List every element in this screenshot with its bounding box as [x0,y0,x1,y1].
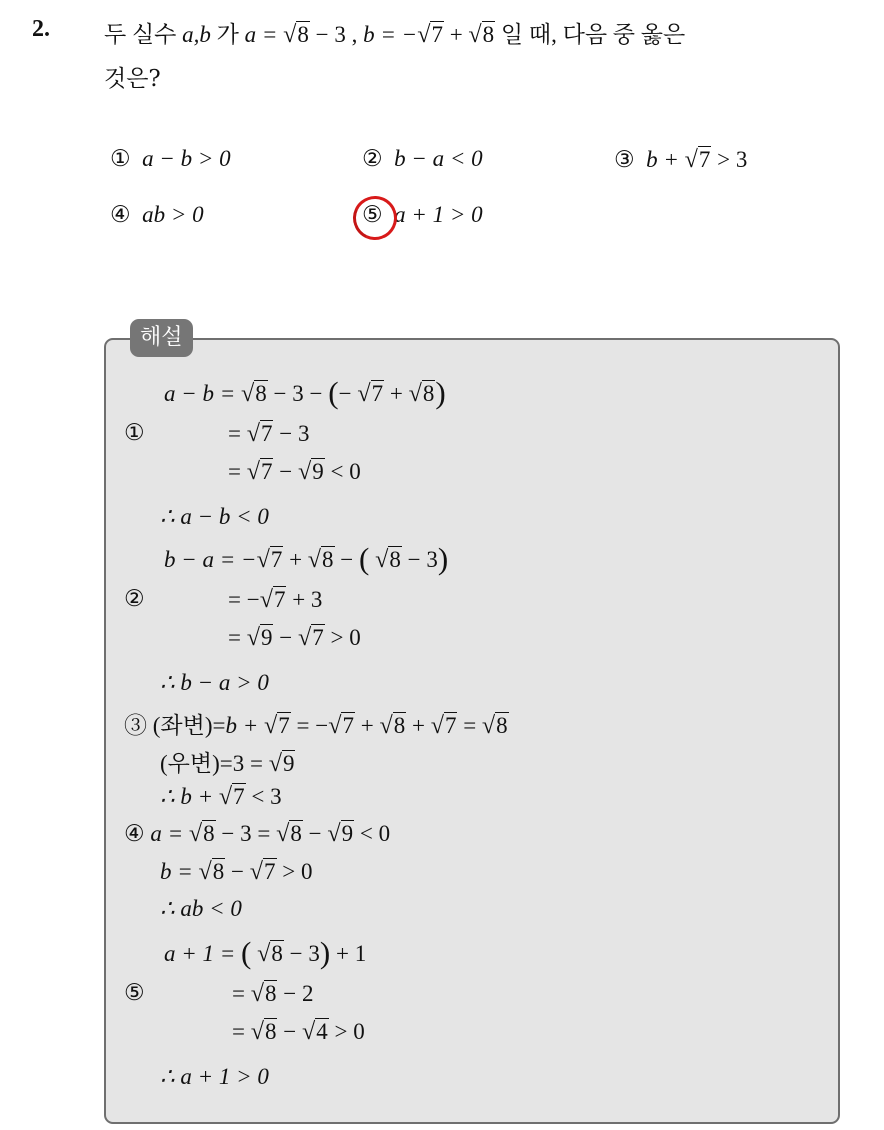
question-text-ga: 가 [216,22,239,47]
plus-sign: + [449,22,463,47]
option-3[interactable] [614,146,747,174]
option-2-expr: b − a < 0 [394,146,483,171]
solution-1-line-1: a − b = √8 − 3 − (− √7 + √8) [164,375,446,410]
solution-3-line-2: (우변)=3 = √9 [160,750,295,777]
option-1[interactable] [110,146,231,172]
answer-circle-mark [347,190,403,246]
sqrt-7: √7 [417,21,443,48]
option-4-expr: ab > 0 [142,202,204,227]
option-5-expr: a + 1 > 0 [394,202,483,227]
solution-2-line-1: b − a = −√7 + √8 − ( √8 − 3) [164,541,449,576]
question-number: 2. [32,16,50,42]
sqrt-8: √8 [283,21,309,48]
option-3-number: ③ [614,147,635,172]
option-4[interactable] [110,202,204,228]
solution-2-conclusion: ∴ b − a > 0 [160,670,269,695]
solution-2-line-3: = √9 − √7 > 0 [228,624,361,651]
a-definition-lhs: a = [244,22,278,47]
option-3-expr-pre: b + [646,147,679,172]
solution-3-line-1: ③ (좌변)=b + √7 = −√7 + √8 + √7 = √8 [124,712,508,739]
solution-1-line-3: = √7 − √9 < 0 [228,458,361,485]
solution-5-line-2: = √8 − 2 [232,980,314,1007]
solution-1-number: ① [124,420,145,445]
question-line-2: 것은? [104,66,161,92]
solution-3-conclusion: ∴ b + √7 < 3 [160,783,282,810]
solution-2-line-2: = −√7 + 3 [228,586,323,613]
option-4-number: ④ [110,202,131,227]
solution-5-line-3: = √8 − √4 > 0 [232,1018,365,1045]
solution-5-line-1: a + 1 = ( √8 − 3) + 1 [164,935,367,970]
solution-4-line-1: ④ a = √8 − 3 = √8 − √9 < 0 [124,820,391,847]
question-text-post: 일 때, 다음 중 옳은 [500,22,686,47]
question-line-1 [104,16,685,49]
solution-1-conclusion: ∴ a − b < 0 [160,504,269,529]
solution-4-line-2: b = √8 − √7 > 0 [160,858,313,885]
solution-2-number: ② [124,586,145,611]
option-3-expr-post: > 3 [717,147,748,172]
solution-label: 해설 [130,319,193,357]
question-vars: a,b [182,22,211,47]
sqrt-7: √7 [684,146,711,173]
solution-5-number: ⑤ [124,980,145,1005]
question-text-pre: 두 실수 [104,22,177,47]
sqrt-8: √8 [468,21,495,48]
solution-4-conclusion: ∴ ab < 0 [160,896,242,921]
solution-5-conclusion: ∴ a + 1 > 0 [160,1064,269,1089]
option-2-number: ② [362,146,383,171]
option-1-number: ① [110,146,131,171]
solution-1-line-2: = √7 − 3 [228,420,310,447]
a-definition-tail: − 3 , [315,22,358,47]
option-2[interactable] [362,146,483,172]
option-1-expr: a − b > 0 [142,146,231,171]
option-5-number: ⑤ [362,202,383,227]
b-definition-lhs: b = − [363,22,418,47]
